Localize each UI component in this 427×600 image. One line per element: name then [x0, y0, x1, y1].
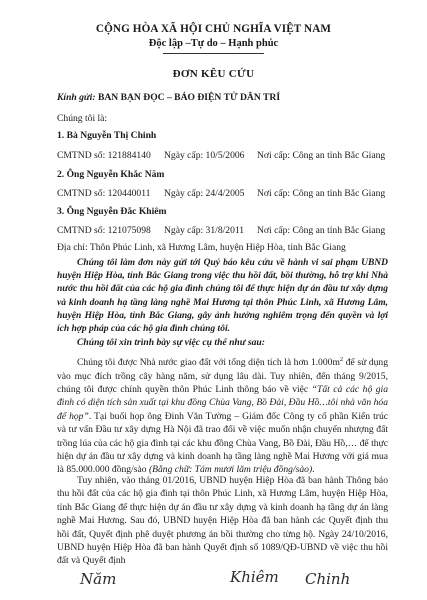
person-name: 2. Ông Nguyễn Khắc Năm [57, 169, 165, 180]
document-title: ĐƠN KÊU CỨU [172, 68, 255, 80]
person-id: CMTND số: 121075098 [57, 225, 151, 236]
meeting-notice-quote: “Tất cả các hộ gia đình có diện tích sản xuất tại khu đồng Chùa Vang, Bồ Đài, Đầu Hồ…tôi nhà văn hóa để họp” [57, 384, 388, 422]
intro-text: Chúng tôi là: [57, 113, 108, 124]
signature-khiem: Khiêm [230, 568, 279, 586]
address-line: Địa chỉ: Thôn Phúc Linh, xã Hương Lâm, huyện Hiệp Hòa, tỉnh Bắc Giang [57, 242, 346, 253]
person-id: CMTND số: 120440011 [57, 188, 151, 199]
section-heading: Chúng tôi xin trình bày sự việc cụ thể như sau: [77, 337, 265, 348]
recipient-name: BAN BẠN ĐỌC – BÁO ĐIỆN TỬ DÂN TRÍ [97, 92, 281, 103]
person-id: CMTND số: 121884140 [57, 150, 151, 161]
national-motto: Độc lập –Tự do – Hạnh phúc [148, 38, 279, 49]
person-id-place: Nơi cấp: Công an tỉnh Bắc Giang [257, 150, 386, 161]
petition-paragraph: Chúng tôi làm đơn này gửi tới Quý báo kêu cứu về hành vi sai phạm UBND huyện Hiệp Hòa, tỉnh Bắc Giang trong việc thu hồi đất, bồi thường, hỗ trợ khi Nhà nước thu hồi đất của các hộ gia đình chúng tôi để thực hiện dự án đầu tư xây dựng và kinh doanh hạ tầng làng nghề Mai Hương tại thôn Phúc Linh, xã Hương Lâm, huyện Hiệp Hòa, tỉnh Bắc Giang, gây ảnh hưởng nghiêm trọng đến quyền và lợi ích hợp pháp của các hộ gia đình chúng tôi. [57, 258, 388, 335]
motto-underline [163, 53, 264, 54]
recipient-prefix: Kính gửi: [57, 92, 96, 103]
facts-text-a: Chúng tôi được Nhà nước giao đất với tổng diện tích là hơn 1.000m [77, 357, 340, 369]
person-name: 3. Ông Nguyễn Đắc Khiêm [57, 206, 167, 217]
person-id-place: Nơi cấp: Công an tỉnh Bắc Giang [257, 225, 386, 236]
facts-text-c: . Tại buổi họp ông Đinh Văn Tường – Giám đốc Công ty cổ phần Kiến trúc và tư vấn Đầu tư xây dựng Hà Nội đã trao đổi về việc muốn nhận chuyển nhượng đất trồng lúa của các hộ gia đình tại các khu đồng Chùa Vang, Bồ Đài, Đầu Hồ,… để thực hiện dự án đầu tư xây dựng và kinh doanh hạ tầng làng nghề Mai Hương với giá mua là 85.000.000 đồng/sào [57, 410, 388, 476]
person-id-date: Ngày cấp: 10/5/2006 [164, 150, 245, 161]
facts-end: . [312, 464, 315, 476]
price-in-words-note: (Bằng chữ: Tám mươi lăm triệu đồng/sào) [148, 464, 313, 476]
person-id-place: Nơi cấp: Công an tỉnh Bắc Giang [257, 188, 386, 199]
signature-nam: Năm [80, 570, 117, 588]
recipient-line [57, 91, 280, 104]
area-superscript: 2 [339, 356, 344, 363]
signature-chinh: Chinh [305, 570, 351, 588]
facts-text-b: để sử dụng vào mục đích trồng cây hàng năm, sử dụng lâu dài. Tuy nhiên, đến tháng 9/2015, chúng tôi được chính quyền thôn Phúc Linh thông báo về việc [57, 357, 389, 395]
person-id-date: Ngày cấp: 24/4/2005 [164, 188, 245, 199]
facts-paragraph-1 [57, 353, 388, 477]
facts-paragraph-2: Tuy nhiên, vào tháng 01/2016, UBND huyện Hiệp Hòa đã ban hành Thông báo thu hồi đất của các hộ gia đình tại thôn Phúc Linh, xã Hương Lâm, huyện Hiệp Hòa, tỉnh Bắc Giang để thực hiện dự án đầu tư xây dựng và kinh doanh hạ tầng dự án làng nghề Mai Hương. Sau đó, UBND huyện Hiệp Hòa đã ban hành các Quyết định thu hồi đất, Quyết định phê duyệt phương án bồi thường cho từng hộ. Ngày 24/10/2016, UBND huyện Hiệp Hòa đã ban hành Quyết định số 1089/QĐ-UBND về việc thu hồi đất và Quyết định [57, 475, 388, 567]
person-id-date: Ngày cấp: 31/8/2011 [164, 225, 245, 236]
national-title: CỘNG HÒA XÃ HỘI CHỦ NGHĨA VIỆT NAM [95, 23, 332, 35]
person-name: 1. Bà Nguyễn Thị Chinh [57, 130, 157, 141]
